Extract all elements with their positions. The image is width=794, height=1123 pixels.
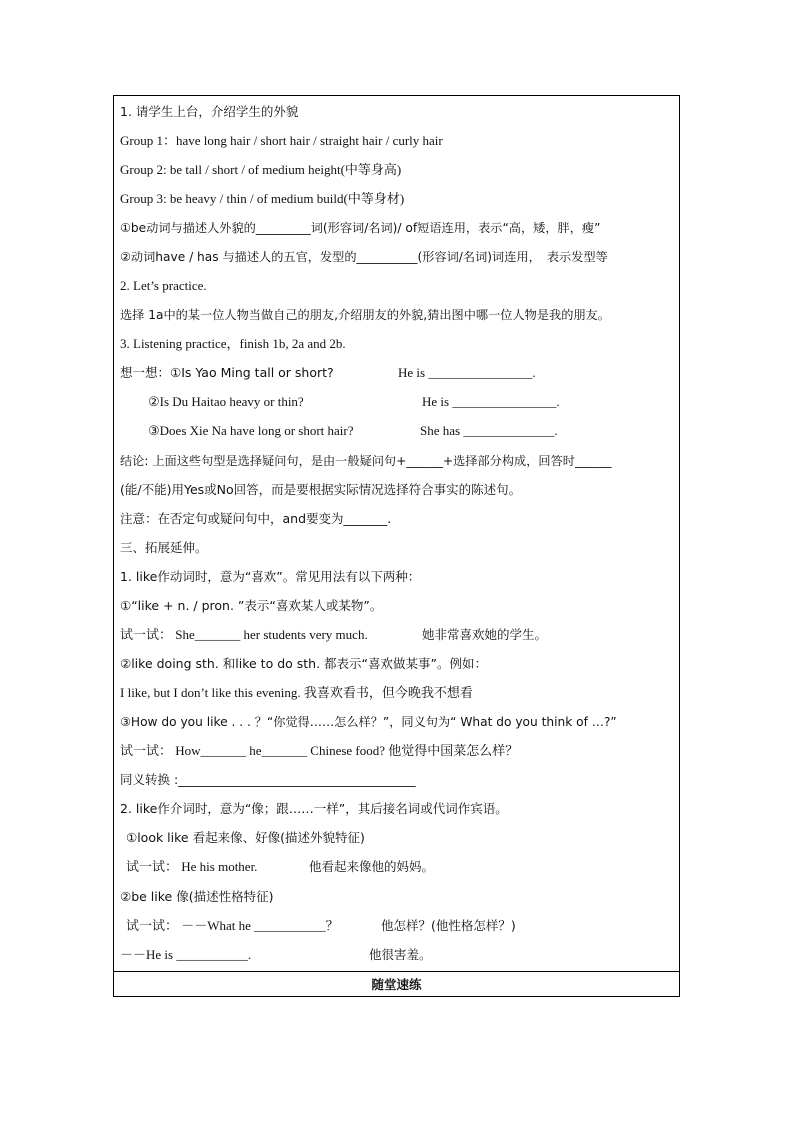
line-example: I like, but I don’t like this evening. 我喜欢看书，但今晚我不想看 xyxy=(120,685,473,700)
line-think-2: ②Is Du Haitao heavy or thin? xyxy=(148,394,304,409)
line-group-2: Group 2: be tall / short / of medium height(中等身高) xyxy=(120,162,402,177)
line-1-intro: 1. 请学生上台，介绍学生的外貌 xyxy=(120,104,299,119)
line-synonym-convert: 同义转换 :______________________________________ xyxy=(120,772,416,787)
line-try-4-translation: 他怎样？(他性格怎样？) xyxy=(381,918,516,933)
line-listening-practice: 3. Listening practice，finish 1b, 2a and 2b. xyxy=(120,336,346,351)
line-try-1-translation: 她非常喜欢她的学生。 xyxy=(422,627,548,642)
line-conclusion: 结论: 上面这些句型是选择疑问句，是由一般疑问句+______+选择部分构成，回答时______ xyxy=(120,454,612,468)
line-like-prep: 2. like作介词时，意为“像；跟……一样”，其后接名词或代词作宾语。 xyxy=(120,801,508,816)
line-try-3-translation: 他看起来像他的妈妈。 xyxy=(309,859,435,874)
line-lets-practice: 2. Let’s practice. xyxy=(120,278,207,293)
line-try-4: 试一试： －－What he ___________？ xyxy=(126,918,339,933)
line-try-2: 试一试： How_______ he_______ Chinese food? 他觉得中国菜怎么样？ xyxy=(120,743,519,758)
line-be-like: ②be like 像(描述性格特征) xyxy=(120,889,274,904)
line-conclusion-2: (能/不能)用Yes或No回答，而是要根据实际情况选择符合事实的陈述句。 xyxy=(120,482,522,497)
line-like-usage-2: ②like doing sth. 和like to do sth. 都表示“喜欢做某事”。例如： xyxy=(120,656,487,671)
section-extension-heading: 三、拓展延伸。 xyxy=(120,540,208,555)
answer-3: She has ______________. xyxy=(420,423,558,438)
line-like-verb: 1. like作动词时，意为“喜欢”。常见用法有以下两种： xyxy=(120,569,421,584)
answer-1: He is ________________. xyxy=(398,365,536,380)
footer-title: 随堂速练 xyxy=(371,977,422,992)
line-group-3: Group 3: be heavy / thin / of medium build(中等身材) xyxy=(120,191,405,206)
line-think-1: 想一想：①Is Yao Ming tall or short? xyxy=(120,365,334,380)
line-try-3: 试一试： He his mother. xyxy=(126,859,258,874)
line-try-4-answer-translation: 他很害羞。 xyxy=(369,947,432,962)
line-have-rule: ②动词have / has 与描述人的五官，发型的__________(形容词/名词)词连用， 表示发型等 xyxy=(120,250,608,264)
line-try-1: 试一试： She_______ her students very much. xyxy=(120,627,368,642)
line-note: 注意：在否定句或疑问句中，and要变为_______. xyxy=(120,511,392,526)
line-think-3: ③Does Xie Na have long or short hair? xyxy=(148,423,354,438)
worksheet-box xyxy=(113,95,680,997)
line-look-like: ①look like 看起来像、好像(描述外貌特征) xyxy=(126,830,365,845)
line-choose-friend: 选择 1a中的某一位人物当做自己的朋友,介绍朋友的外貌,猜出图中哪一位人物是我的朋友。 xyxy=(120,308,610,322)
line-how-do-you-like: ③How do you like . . . ？“你觉得……怎么样？”，同义句为“ What do you think of …?” xyxy=(120,715,617,729)
line-try-4-answer: －－He is ___________. xyxy=(120,947,252,962)
line-like-usage-1: ①“like + n. / pron. ”表示“喜欢某人或某物”。 xyxy=(120,598,383,613)
answer-2: He is ________________. xyxy=(422,394,560,409)
line-group-1: Group 1：have long hair / short hair / straight hair / curly hair xyxy=(120,133,443,148)
line-be-verb-rule: ①be动词与描述人外貌的_________词(形容词/名词)/ of短语连用，表示“高，矮，胖，瘦” xyxy=(120,221,601,235)
